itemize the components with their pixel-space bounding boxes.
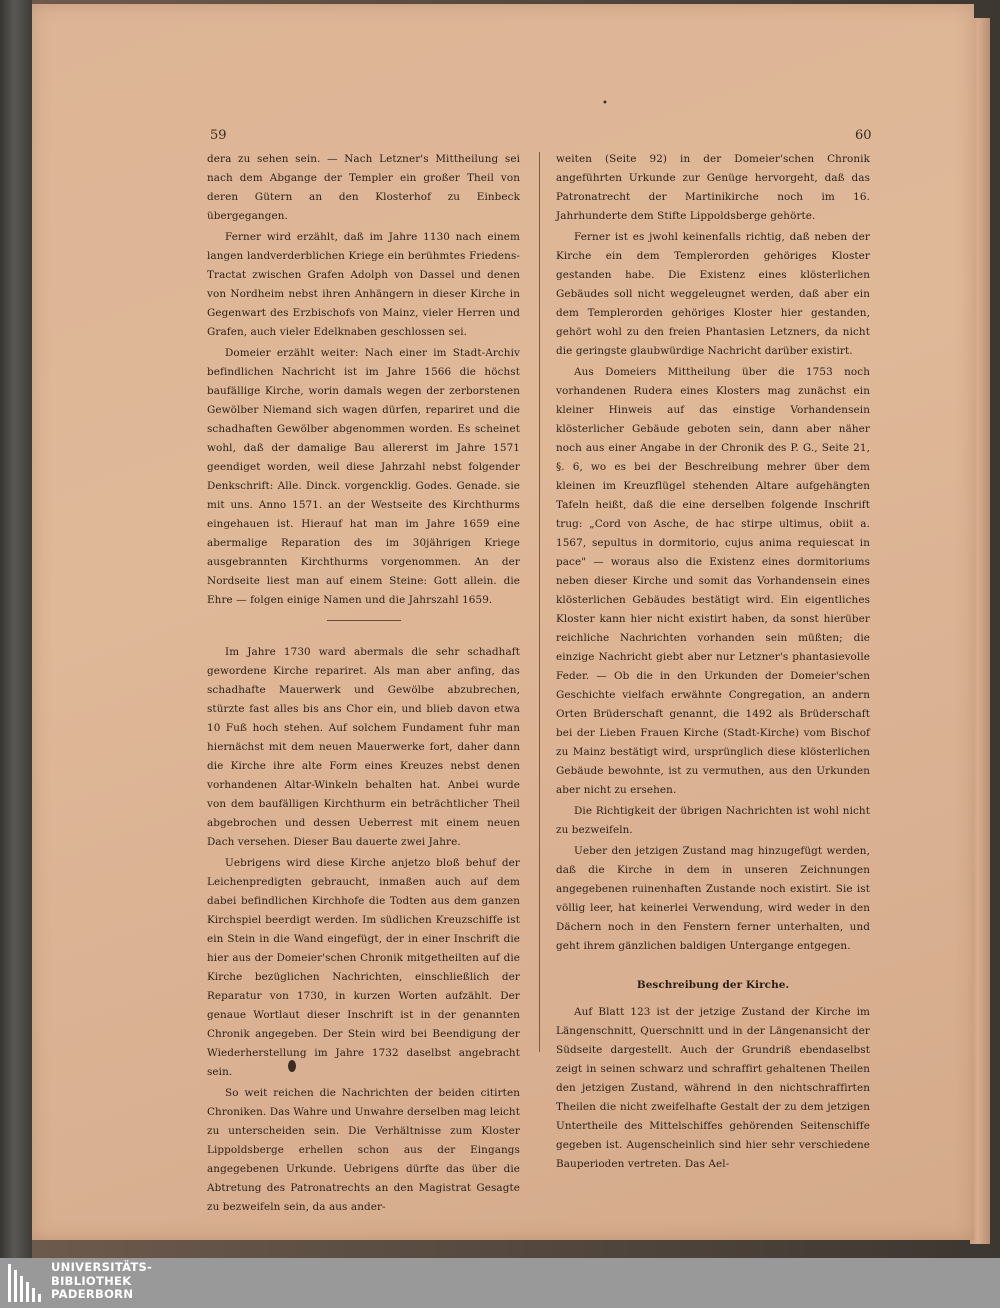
left-column <box>207 150 520 1219</box>
paragraph: Ferner wird erzählt, daß im Jahre 1130 nach einem langen landverderblichen Kriege ein berühmtes Friedens-Tractat zwischen Grafen Adolph von Dassel und denen von Nordheim nebst ihren Anhängern in dieser Kirche in Gegenwart des Erzbischofs von Mainz, vieler Herren und Grafen, auch vieler Edelknaben geschlossen sei. <box>207 231 520 338</box>
logo-line: PADERBORN <box>51 1287 134 1301</box>
paragraph: Uebrigens wird diese Kirche anjetzo bloß behuf der Leichenpredigten gebraucht, inmaßen auch auf dem dabei befindlichen Kirchhofe die Todten aus dem ganzen Kirchspiel beerdigt werden. Im südlichen Kreuzschiffe ist ein Stein in die Wand eingefügt, der in einer Inschrift die hier aus der Domeier'schen Chronik mitgetheilten auf die Kirche bezüglichen Nachrichten, einschließlich der Reparatur von 1730, in kurzen Worten aufzählt. Der genaue Wortlaut dieser Inschrift ist in der genannten Chronik angegeben. Der Stein wird bei Beendigung der Wiederherstellung im Jahre 1732 daselbst angebracht sein. <box>207 857 520 1078</box>
column-divider <box>539 152 540 1052</box>
library-logo-icon <box>6 1262 46 1304</box>
page-number-left: 59 <box>210 128 227 143</box>
section-rule <box>327 620 401 621</box>
print-mark: • <box>602 98 608 109</box>
library-logo-text <box>51 1261 152 1302</box>
paragraph: Domeier erzählt weiter: Nach einer im Stadt-Archiv befindlichen Nachricht ist im Jahre 1566 die höchst baufällige Kirche, worin damals wegen der zerborstenen Gewölber Niemand sich wagen dürfen, repariret und die schadhaften Gewölber abgenommen worden. Es scheinet wohl, daß der damalige Bau allererst im Jahre 1571 geendiget worden, weil diese Jahrzahl nebst folgender Denkschrift: Alle. Dinck. vorgencklig. Godes. Genade. sie mit uns. Anno 1571. an der Westseite des Kirchthurms eingehauen ist. Hierauf hat man im Jahre 1659 eine abermalige Reparation des im 30jährigen Kriege ausgebrannten Kirchthurms vorgenommen. An der Nordseite liest man auf einem Steine: Gott allein. die Ehre — folgen einige Namen und die Jahrszahl 1659. <box>207 347 520 606</box>
page-number-right: 60 <box>855 128 872 143</box>
logo-line: UNIVERSITÄTS- <box>51 1260 153 1274</box>
section-heading: Beschreibung der Kirche. <box>636 979 790 991</box>
paragraph: dera zu sehen sein. — Nach Letzner's Mittheilung sei nach dem Abgange der Templer ein großer Theil von deren Gütern an den Klosterhof zu Einbeck übergegangen. <box>207 153 520 222</box>
paragraph: Ueber den jetzigen Zustand mag hinzugefügt werden, daß die Kirche in dem in unseren Zeichnungen angegebenen ruinenhaften Zustande noch existirt. Sie ist völlig leer, hat keinerlei Verwendung, wird weder in den Dächern noch in den Fenstern ferner unterhalten, und geht ihrem gänzlichen baldigen Untergange entgegen. <box>556 845 870 952</box>
paragraph: Im Jahre 1730 ward abermals die sehr schadhaft gewordene Kirche repariret. Als man aber anfing, das schadhafte Mauerwerk und Gewölbe abzubrechen, stürzte fast alles bis ans Chor ein, und blieb davon etwa 10 Fuß hoch stehen. Auf solchem Fundament fuhr man hiernächst mit dem neuen Mauerwerke fort, daher dann die Kirche ihre alte Form eines Kreuzes nebst denen vorhandenen Altar-Winkeln behalten hat. Anbei wurde von dem baufälligen Kirchthurm ein beträchtlicher Theil abgebrochen und dessen Ueberrest mit einem neuen Dach versehen. Dieser Bau dauerte zwei Jahre. <box>207 646 520 848</box>
paragraph: Auf Blatt 123 ist der jetzige Zustand der Kirche im Längenschnitt, Querschnitt und in der Längenansicht der Südseite dargestellt. Auch der Grundriß ebendaselbst zeigt in seinen schwarz und schraffirt gehaltenen Theilen den jetzigen Zustand, während in den nichtschraffirten Theilen die nicht zweifelhafte Gestalt der zu dem jetzigen Untertheile des Mittelschiffes gehörenden Seitenschiffe gegeben ist. Augenscheinlich sind hier sehr verschiedene Bauperioden vertreten. Das Ael- <box>556 1006 870 1170</box>
paragraph: Ferner ist es jwohl keinenfalls richtig, daß neben der Kirche ein dem Templerorden gehöriges Kloster gestanden habe. Die Existenz eines klösterlichen Gebäudes soll nicht weggeleugnet werden, daß aber ein dem Templerorden gehöriges Kloster hier gestanden, gehört wohl zu den freien Phantasien Letzners, da nicht die geringste glaubwürdige Nachricht darüber existirt. <box>556 231 870 357</box>
book-spine <box>2 0 32 1258</box>
ink-stain <box>288 1060 296 1072</box>
logo-line: BIBLIOTHEK <box>51 1273 132 1288</box>
paragraph: Die Richtigkeit der übrigen Nachrichten ist wohl nicht zu bezweifeln. <box>556 805 870 836</box>
paragraph: Aus Domeiers Mittheilung über die 1753 noch vorhandenen Rudera eines Klosters mag zunächst ein kleiner Hinweis auf das einstige Vorhandensein klösterlicher Gebäude geboten sein, dann aber näher noch aus einer Angabe in der Chronik des P. G., Seite 21, §. 6, wo es bei der Beschreibung mehrer über dem kleinen im Kreuzflügel stehenden Altare aufgehängten Tafeln heißt, daß die eine derselben folgende Inschrift trug: „Cord von Asche, de hac stirpe ultimus, obiit a. 1567, sepultus in dormitorio, cujus anima requiescat in pace" — woraus also die Existenz eines dormitoriums neben dieser Kirche und somit das Vorhandensein eines klösterlichen Gebäudes bestätigt wird. Ein eigentliches Kloster kann hier nicht existirt haben, da sonst hierüber reichliche Nachrichten vorhanden sein müßten; die einzige Nachricht giebt aber nur Letzner's phantasievolle Feder. — Ob die in den Urkunden der Domeier'schen Geschichte vielfach erwähnte Congregation, an andern Orten Brüderschaft genannt, die 1492 als Brüderschaft bei der Lieben Frauen Kirche (Stadt-Kirche) vom Bischof zu Mainz bestätigt wird, ursprünglich diese klösterlichen Gebäude bewohnte, ist zu vermuthen, aus den Urkunden aber nicht zu ersehen. <box>556 366 870 796</box>
paragraph: weiten (Seite 92) in der Domeier'schen Chronik angeführten Urkunde zur Genüge hervorgeht, daß das Patronatrecht der Martinikirche noch im 16. Jahrhunderte dem Stifte Lippoldsberge gehörte. <box>556 153 870 222</box>
right-column <box>556 150 870 1176</box>
paragraph: So weit reichen die Nachrichten der beiden citirten Chroniken. Das Wahre und Unwahre derselben mag leicht zu unterscheiden sein. Die Verhältnisse zum Kloster Lippoldsberge erhellen schon aus der Eingangs angegebenen Urkunde. Uebrigens dürfte das über die Abtretung des Patronatrechts an den Magistrat Gesagte zu bezweifeln sein, da aus ander- <box>207 1087 521 1213</box>
